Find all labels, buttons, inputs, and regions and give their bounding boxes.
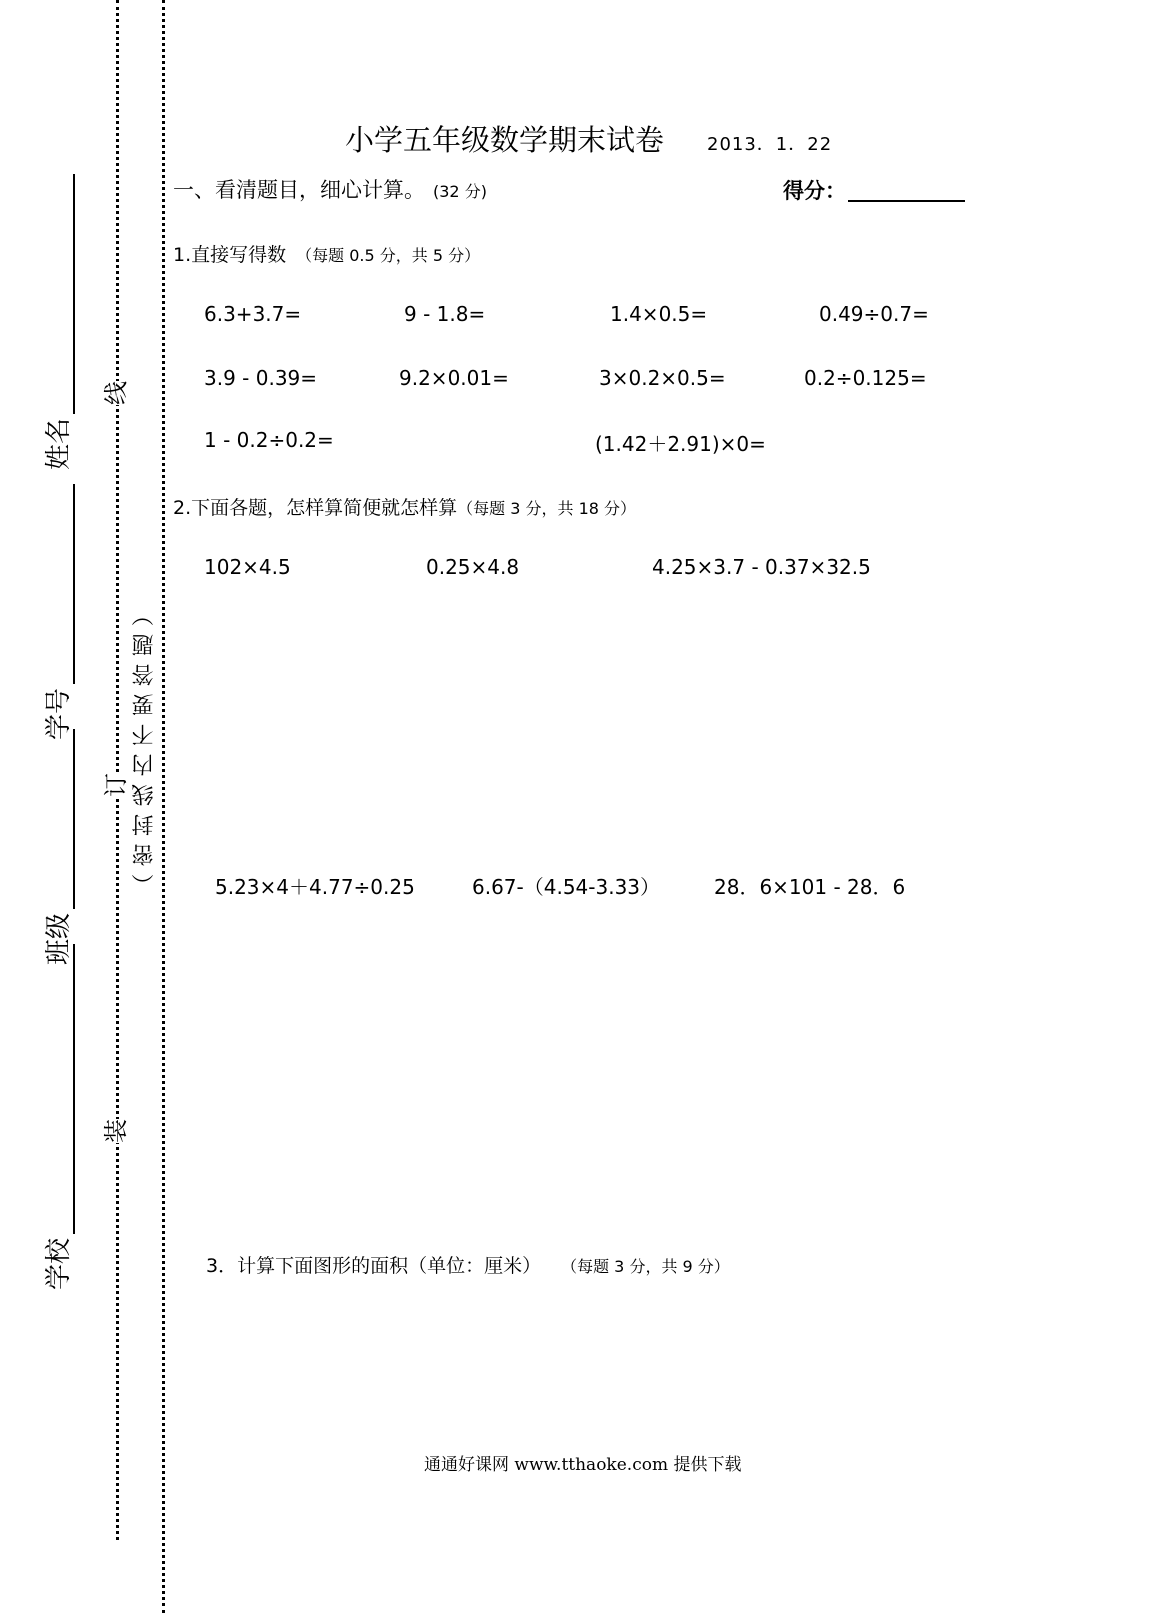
calc-item: 3.9 - 0.39= xyxy=(204,366,318,390)
calc-item: 28．6×101 - 28．6 xyxy=(714,875,906,899)
calc-item: 0.49÷0.7= xyxy=(819,302,929,326)
calc-item: (1.42＋2.91)×0= xyxy=(595,432,766,456)
calc-item: 1.4×0.5= xyxy=(610,302,708,326)
part-1-heading xyxy=(173,240,480,267)
calc-item: 1 - 0.2÷0.2= xyxy=(204,428,334,452)
binding-line-char: 线 xyxy=(102,381,130,405)
calc-item: 5.23×4＋4.77÷0.25 xyxy=(215,875,415,899)
part-1-note: （每题 0.5 分，共 5 分） xyxy=(296,246,481,265)
score-blank[interactable] xyxy=(848,200,965,202)
calc-item: 0.2÷0.125= xyxy=(804,366,927,390)
part-3-heading xyxy=(206,1251,730,1278)
part-2-heading xyxy=(173,493,636,520)
calc-item: 3×0.2×0.5= xyxy=(599,366,726,390)
exam-date: 2013．1．22 xyxy=(707,134,833,155)
page-title: 小学五年级数学期末试卷 xyxy=(345,123,665,157)
part-3-title: 3．计算下面图形的面积（单位：厘米） xyxy=(206,1255,542,1277)
class-field xyxy=(38,729,75,965)
section-1-points: (32 分) xyxy=(433,182,487,201)
calc-item: 4.25×3.7 - 0.37×32.5 xyxy=(652,555,871,579)
name-field xyxy=(38,174,75,470)
footer-source: 通通好课网 www.tthaoke.com 提供下载 xyxy=(424,1455,742,1475)
student-no-label: 学号 xyxy=(44,687,74,740)
school-blank[interactable] xyxy=(49,944,75,1234)
school-label: 学校 xyxy=(44,1237,74,1290)
binding-bind-char: 装 xyxy=(102,1119,130,1143)
calc-item: 9 - 1.8= xyxy=(404,302,486,326)
score-label: 得分： xyxy=(783,179,846,203)
student-no-blank[interactable] xyxy=(49,484,75,684)
calc-item: 102×4.5 xyxy=(204,555,291,579)
part-2-note: （每题 3 分，共 18 分） xyxy=(457,499,637,518)
calc-item: 9.2×0.01= xyxy=(399,366,509,390)
school-field xyxy=(38,944,75,1290)
calc-item: 6.67-（4.54-3.33） xyxy=(472,875,661,899)
class-blank[interactable] xyxy=(49,729,75,909)
calc-item: 6.3+3.7= xyxy=(204,302,302,326)
section-1-heading xyxy=(173,174,487,204)
part-3-note: （每题 3 分，共 9 分） xyxy=(569,1257,730,1276)
part-2-title: 2.下面各题，怎样算简便就怎样算 xyxy=(173,497,458,519)
binding-dotted-line-inner xyxy=(162,0,165,1613)
name-label: 姓名 xyxy=(44,417,74,470)
class-label: 班级 xyxy=(44,912,74,965)
seal-notice-text: （密封线内不要答题） xyxy=(132,596,157,896)
student-no-field xyxy=(38,484,75,740)
part-1-title: 1.直接写得数 xyxy=(173,244,287,266)
calc-item: 0.25×4.8 xyxy=(426,555,520,579)
binding-order-char: 订 xyxy=(102,773,130,797)
section-1-title: 一、看清题目，细心计算。 xyxy=(173,178,425,202)
name-blank[interactable] xyxy=(49,174,75,414)
seal-notice xyxy=(130,596,162,896)
binding-dotted-line-outer xyxy=(116,0,119,1540)
